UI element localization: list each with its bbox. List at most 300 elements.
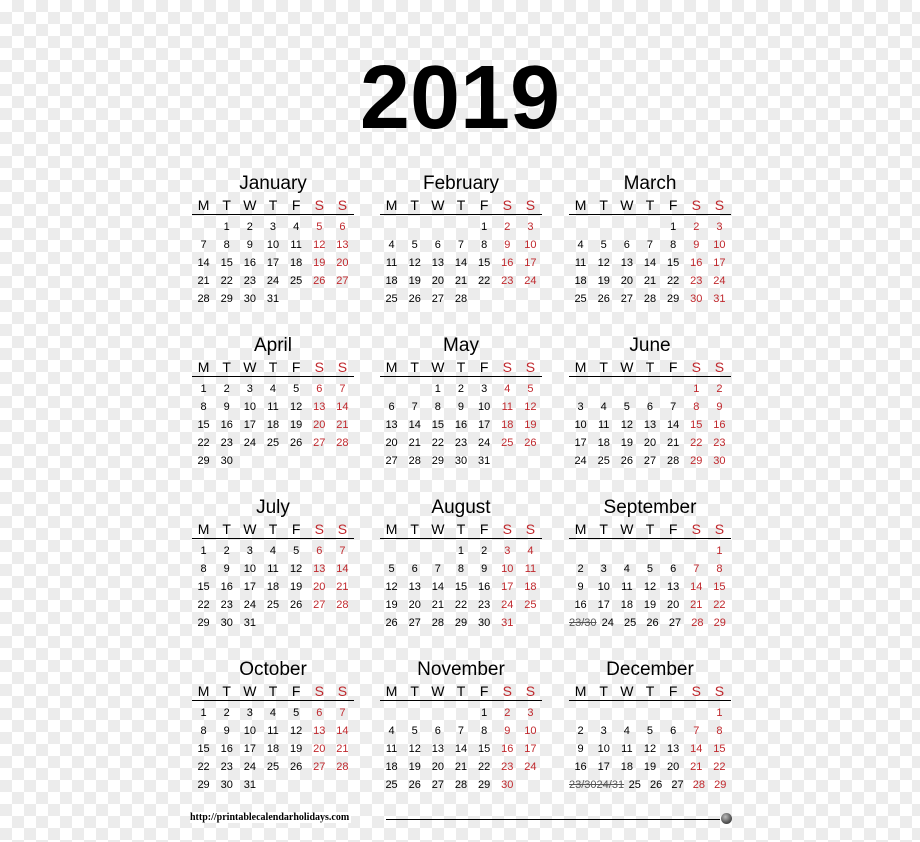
day-cell: 1 [481,707,488,719]
day-cell: 3 [246,545,253,557]
day-cell: 26 [524,437,537,449]
day-cell: 11 [267,563,279,575]
day-cell: 23 [220,437,233,449]
day-cell: 15 [197,743,210,755]
day-cell: 15 [431,419,444,431]
day-cell: 11 [598,419,610,431]
day-cell: 20 [620,275,633,287]
day-cell: 29 [454,617,468,629]
weekday-header: M [197,521,210,537]
day-cell: 30 [713,455,726,467]
weekday-header: T [222,683,231,699]
day-cell [685,542,708,560]
day-cell: 2 [223,707,230,719]
weekday-header: W [243,197,257,213]
day-cell: 3 [716,221,723,233]
day-cell: 19 [290,419,303,431]
day-cell: 13 [667,743,680,755]
day-cell: 2 [577,725,584,737]
day-cell: 5 [527,383,534,395]
day-cell: 7 [693,563,700,575]
day-cell: 27 [313,599,326,611]
day-cell [519,452,542,470]
day-cell: 27 [431,779,444,791]
day-cell: 23 [220,599,233,611]
day-cell: 9 [457,401,465,413]
day-cell: 15 [713,743,726,755]
day-cell: 26 [620,455,633,467]
day-cell: 6 [316,707,323,719]
day-cell: 19 [290,581,303,593]
day-cell: 15 [690,419,703,431]
day-cell: 16 [220,419,233,431]
day-cell: 23 [713,437,726,449]
day-cell: 21 [690,599,703,611]
weekday-header-row [569,520,731,539]
day-cell: 14 [197,257,210,269]
day-cell: 29 [713,617,726,629]
day-cell: 21 [454,275,468,287]
weekday-header: S [525,521,536,537]
week-row [380,380,542,398]
day-cell: 1 [457,545,465,557]
day-cell: 26 [313,275,326,287]
month-july [192,496,354,632]
day-cell: 31 [478,455,491,467]
day-cell: 28 [336,437,349,449]
day-cell: 5 [646,563,654,575]
day-cell: 26 [408,779,421,791]
weekday-header: W [620,359,634,375]
day-cell: 23 [243,275,256,287]
weekday-header: F [291,521,301,537]
day-cell [403,542,426,560]
day-cell: 18 [501,419,514,431]
day-cell: 4 [388,239,395,251]
weekday-header: S [502,197,512,213]
day-cell: 6 [316,545,323,557]
month-title: March [623,173,677,194]
day-cell: 11 [385,257,398,269]
weekday-header: M [574,197,587,213]
weekday-header: F [291,683,301,699]
day-cell: 24 [243,437,256,449]
day-cell: 25 [597,455,610,467]
day-cell: 20 [667,761,680,773]
day-cell: 18 [385,761,398,773]
day-cell: 28 [408,455,421,467]
day-cell: 8 [457,563,465,575]
week-row [192,290,354,308]
day-cell [615,704,638,722]
day-cell: 19 [643,599,657,611]
day-cell [308,452,331,470]
weekday-header: T [456,359,466,375]
day-cell: 16 [690,257,703,269]
day-cell: 15 [454,581,468,593]
week-row [192,272,354,290]
day-cell: 13 [643,419,657,431]
day-cell: 14 [336,725,349,737]
day-cell: 28 [454,293,468,305]
day-cell: 6 [316,383,323,395]
day-cell [426,542,449,560]
day-cell: 10 [597,743,610,755]
day-cell: 21 [197,275,210,287]
weekday-header: T [456,683,466,699]
week-row [569,560,731,578]
day-cell: 1 [223,221,230,233]
weekday-header: M [574,683,587,699]
day-cell: 5 [600,239,607,251]
day-cell [331,452,354,470]
day-cell: 2 [716,383,723,395]
weekday-header: S [525,359,536,375]
day-cell: 5 [646,725,654,737]
day-cell [519,290,542,308]
day-cell: 8 [200,725,207,737]
day-cell: 20 [431,761,444,773]
day-cell: 11 [267,401,279,413]
day-cell: 21 [667,437,680,449]
day-cell: 6 [434,725,441,737]
day-cell: 14 [431,581,444,593]
weekday-header: T [268,521,278,537]
weekday-header: F [479,683,489,699]
weekday-header: S [314,197,324,213]
day-cell: 7 [434,563,441,575]
day-cell: 13 [408,581,421,593]
day-cell [192,218,215,236]
day-cell: 5 [411,725,418,737]
day-cell: 4 [577,239,584,251]
day-cell: 1 [693,383,700,395]
month-january [192,172,354,308]
day-cell [380,704,403,722]
weekday-header: S [337,359,348,375]
day-cell: 9 [504,725,511,737]
day-cell: 16 [220,743,233,755]
day-cell: 1 [434,383,441,395]
day-cell: 23 [501,761,514,773]
month-title: December [606,659,694,680]
day-cell: 2 [504,707,511,719]
day-cell: 24 [524,275,537,287]
day-cell: 7 [339,707,346,719]
month-february [380,172,542,308]
day-cell: 29 [667,293,680,305]
day-cell: 1 [481,221,488,233]
day-cell: 21 [643,275,657,287]
day-cell [662,704,685,722]
weekday-header: W [620,197,634,213]
week-row [569,290,731,308]
day-cell [403,380,426,398]
day-cell: 28 [336,599,349,611]
day-cell [308,776,331,794]
day-cell: 12 [408,743,421,755]
day-cell: 5 [388,563,395,575]
day-cell: 23 [454,437,468,449]
footer-url[interactable]: http://printablecalendarholidays.com [190,812,350,823]
weekday-header: F [668,359,678,375]
day-cell: 25 [266,437,280,449]
day-cell [449,218,472,236]
day-cell: 15 [197,419,210,431]
day-cell: 29 [197,617,210,629]
day-cell: 28 [643,293,657,305]
day-cell: 13 [313,401,326,413]
day-cell: 12 [597,257,610,269]
day-cell [569,218,592,236]
weekday-header: S [714,521,725,537]
day-cell [615,542,638,560]
day-cell: 25 [524,599,537,611]
weekday-header: S [714,683,725,699]
day-cell [519,614,542,632]
day-cell: 20 [431,275,444,287]
day-cell [662,380,685,398]
weekday-header: T [599,359,608,375]
day-cell: 25 [290,275,303,287]
day-cell: 18 [266,581,280,593]
day-cell: 4 [293,221,300,233]
day-cell: 9 [481,563,488,575]
day-cell: 12 [290,563,303,575]
weekday-header: T [268,359,278,375]
day-cell: 28 [454,779,468,791]
day-cell: 17 [266,257,280,269]
day-cell: 20 [313,581,326,593]
day-cell: 14 [336,563,349,575]
weekday-header-row [192,196,354,215]
day-cell: 12 [620,419,633,431]
day-cell: 3 [600,725,607,737]
day-cell: 25 [574,293,587,305]
month-april [192,334,354,470]
day-cell: 20 [667,599,680,611]
day-cell: 4 [269,545,277,557]
day-cell: 22 [478,275,491,287]
weekday-header: F [668,521,678,537]
day-cell: 30 [243,293,256,305]
weekday-header: F [668,197,678,213]
day-cell: 14 [408,419,421,431]
year-title: 2019 [359,48,561,148]
weekday-header: S [337,521,348,537]
day-cell: 19 [620,437,633,449]
day-cell: 13 [431,743,444,755]
week-row [380,740,542,758]
weekday-header: S [314,683,324,699]
weekday-header: S [502,521,512,537]
month-title: April [253,335,292,356]
day-cell: 15 [667,257,680,269]
day-cell: 22 [431,437,444,449]
day-cell: 29 [690,455,703,467]
weekday-header: W [431,521,445,537]
day-cell: 16 [574,599,587,611]
week-row [192,704,354,722]
day-cell: 8 [716,563,723,575]
day-cell: 6 [670,563,677,575]
day-cell: 8 [200,401,207,413]
day-cell: 18 [597,437,610,449]
week-row [192,236,354,254]
day-cell: 24 [266,275,280,287]
day-cell [519,776,542,794]
weekday-header: W [243,359,257,375]
week-row [192,722,354,740]
day-cell: 16 [454,419,468,431]
day-cell: 29 [431,455,444,467]
month-october [192,658,354,794]
week-row [380,722,542,740]
day-cell: 16 [574,761,587,773]
day-cell [238,452,261,470]
day-cell [638,542,661,560]
day-cell [569,704,592,722]
day-cell: 18 [290,257,303,269]
week-row [380,254,542,272]
day-cell [380,542,403,560]
day-cell: 17 [524,743,537,755]
day-cell: 6 [411,563,418,575]
day-cell [685,704,708,722]
day-cell: 4 [269,383,277,395]
weekday-header: S [337,683,348,699]
day-cell: 10 [266,239,280,251]
day-cell: 25 [385,779,398,791]
weekday-header: T [456,197,466,213]
day-cell: 6 [339,221,346,233]
day-cell: 26 [290,761,303,773]
weekday-header: S [337,197,348,213]
day-cell: 14 [336,401,349,413]
day-cell: 26 [597,293,610,305]
day-cell [380,380,403,398]
day-cell: 8 [200,563,207,575]
day-cell: 31 [501,617,514,629]
day-cell: 10 [243,725,256,737]
day-cell [473,290,496,308]
day-cell: 17 [597,761,610,773]
day-cell: 7 [200,239,207,251]
week-row [569,218,731,236]
week-row [569,452,731,470]
day-cell: 19 [643,761,657,773]
day-cell: 12 [408,257,421,269]
footer [190,812,732,828]
day-cell: 25 [628,779,641,791]
week-row [380,614,542,632]
day-cell: 13 [336,239,349,251]
day-cell: 3 [527,707,534,719]
day-cell: 31 [243,779,256,791]
week-row [192,596,354,614]
weekday-header-row [569,682,731,701]
day-cell: 4 [623,563,630,575]
day-cell: 16 [243,257,256,269]
weekday-header: M [197,359,210,375]
day-cell: 13 [313,563,326,575]
day-cell: 24 [601,617,614,629]
day-cell: 27 [336,275,349,287]
day-cell [449,704,472,722]
weekday-header: F [479,197,489,213]
day-cell: 1 [200,383,207,395]
weekday-header: W [243,521,257,537]
day-cell: 27 [385,455,398,467]
weekday-header: F [668,683,678,699]
day-cell: 14 [454,257,468,269]
week-row [380,560,542,578]
day-cell: 3 [269,221,277,233]
day-cell [662,542,685,560]
day-cell [638,218,661,236]
day-cell: 24 [524,761,537,773]
day-cell: 1 [716,707,723,719]
day-cell: 5 [293,383,300,395]
day-cell: 1 [200,707,207,719]
day-cell [285,614,308,632]
week-row [380,452,542,470]
day-cell: 5 [411,239,418,251]
day-cell: 7 [670,401,677,413]
day-cell [426,704,449,722]
day-cell: 19 [408,761,421,773]
day-cell: 15 [478,257,491,269]
day-cell: 11 [621,581,633,593]
footer-divider [386,819,720,820]
day-cell [592,704,615,722]
day-cell: 23/30 [569,617,597,629]
week-row [569,596,731,614]
day-cell: 17 [243,743,256,755]
week-row [569,272,731,290]
week-row [569,398,731,416]
day-cell: 27 [313,761,326,773]
day-cell: 18 [266,743,280,755]
day-cell: 12 [643,743,657,755]
day-cell: 10 [243,563,256,575]
day-cell: 23 [501,275,514,287]
day-cell: 8 [670,239,677,251]
weekday-header: T [599,683,608,699]
day-cell: 30 [478,617,491,629]
week-row [380,236,542,254]
day-cell: 10 [243,401,256,413]
day-cell: 11 [524,563,537,575]
day-cell: 14 [690,743,703,755]
weekday-header: M [197,197,210,213]
day-cell: 16 [501,743,514,755]
day-cell: 20 [385,437,398,449]
day-cell: 25 [501,437,514,449]
weekday-header: F [479,521,489,537]
weekday-header: S [691,521,701,537]
weekday-header: T [645,521,655,537]
week-row [569,254,731,272]
weekday-header: S [502,683,512,699]
day-cell: 11 [501,401,513,413]
day-cell: 22 [197,599,210,611]
weekday-header: F [291,359,301,375]
day-cell: 17 [243,419,256,431]
day-cell [426,218,449,236]
day-cell: 18 [266,419,280,431]
day-cell: 15 [220,257,233,269]
